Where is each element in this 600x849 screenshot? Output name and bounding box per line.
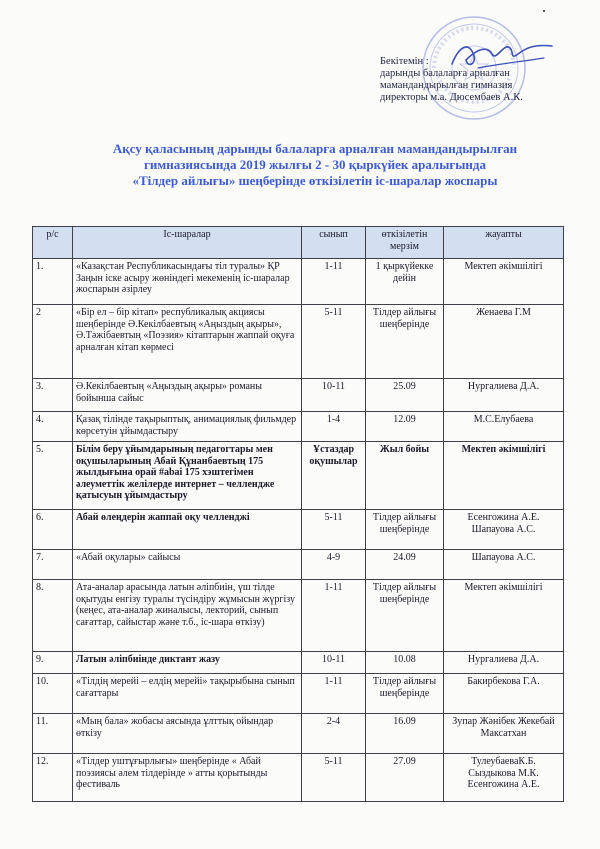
col-header-number: р/с	[33, 227, 73, 259]
row-responsible: Бакирбекова Г.А.	[444, 674, 564, 714]
table-row	[33, 580, 564, 652]
events-table	[32, 226, 564, 802]
row-grade: 1-11	[302, 580, 366, 652]
row-responsible: Есенгожина А.Е. Шапауова А.С.	[444, 510, 564, 550]
table-row	[33, 305, 564, 379]
document-title	[80, 141, 550, 189]
row-responsible: Шапауова А.С.	[444, 550, 564, 580]
table-row	[33, 259, 564, 305]
row-responsible: Мектеп әкімшілігі	[444, 259, 564, 305]
table-row	[33, 510, 564, 550]
row-responsible: Мектеп әкімшілігі	[444, 442, 564, 510]
row-grade: 5-11	[302, 305, 366, 379]
row-number: 12.	[33, 754, 73, 802]
row-responsible: Нургалиева Д.А.	[444, 652, 564, 674]
row-event: Білім беру ұйымдарының педагогтары мен оқушыларының Абай Құнанбаевтың 175 жылдығына орай #abai 175 хэштегімен әлеуметтік желілерде интернет – челлендже қатысуын ұйымдастыру	[73, 442, 302, 510]
row-grade: Ұстаздар оқушылар	[302, 442, 366, 510]
row-date: 1 қыркүйекке дейін	[366, 259, 444, 305]
row-event: «Казақстан Республикасындағы тіл туралы» ҚР Заңын іске асыру жөніндегі мекеменің іс-шаралар жоспарын әзірлеу	[73, 259, 302, 305]
col-header-event: Іс-шаралар	[73, 227, 302, 259]
table-row	[33, 714, 564, 754]
title-line: Ақсу қаласының дарынды балаларға арналған мамандандырылған	[112, 141, 518, 156]
row-responsible: Женаева Г.М	[444, 305, 564, 379]
row-grade: 4-9	[302, 550, 366, 580]
col-header-date: өткізілетін мерзім	[366, 227, 444, 259]
row-date: Тілдер айлығы шеңберінде	[366, 305, 444, 379]
row-date: Тілдер айлығы шеңберінде	[366, 674, 444, 714]
table-row	[33, 652, 564, 674]
row-grade: 2-4	[302, 714, 366, 754]
row-grade: 5-11	[302, 510, 366, 550]
approval-line: мамандандырылған гимназия	[380, 80, 513, 91]
row-number: 5.	[33, 442, 73, 510]
approval-line: дарынды балаларға арналған	[380, 68, 510, 79]
row-responsible: М.С.Елубаева	[444, 412, 564, 442]
approval-line: Бекітемін :	[380, 56, 429, 67]
table-header-row	[33, 227, 564, 259]
row-date: Тілдер айлығы шеңберінде	[366, 580, 444, 652]
row-event: «Тілдің мерейі – елдің мерейі» тақырыбына сынып сағаттары	[73, 674, 302, 714]
row-event: «Абай оқулары» сайысы	[73, 550, 302, 580]
row-number: 9.	[33, 652, 73, 674]
row-grade: 5-11	[302, 754, 366, 802]
row-event: Ата-аналар арасында латын әліпбиін, үш тілде оқытуды енгізу туралы түсіндіру жұмысын жүргізу (кеңес, ата-аналар жиналысы, лекторий, сынып сағаттар, сайыстар және т.б., іс-шара өткізу)	[73, 580, 302, 652]
row-number: 4.	[33, 412, 73, 442]
approval-line: директоры м.а. Дюсембаев А.К.	[380, 92, 523, 103]
row-responsible: Нургалиева Д.А.	[444, 379, 564, 412]
title-line: гимназиясында 2019 жылғы 2 - 30 қыркүйек аралығында	[144, 157, 486, 172]
row-event: Қазақ тілінде тақырыптық, анимациялық фильмдер көрсетуін ұйымдастыру	[73, 412, 302, 442]
row-number: 3.	[33, 379, 73, 412]
row-date: 10.08	[366, 652, 444, 674]
row-responsible: Мектеп әкімшілігі	[444, 580, 564, 652]
col-header-responsible: жауапты	[444, 227, 564, 259]
table-row	[33, 412, 564, 442]
table-row	[33, 674, 564, 714]
row-number: 2	[33, 305, 73, 379]
table-row	[33, 442, 564, 510]
row-event: «Тілдер уштұғырлығы» шеңберінде « Абай поэзиясы әлем тілдерінде » атты қорытынды фестиваль	[73, 754, 302, 802]
row-event: Ә.Кекілбаевтың «Аңыздың ақыры» романы бойынша сайыс	[73, 379, 302, 412]
row-grade: 10-11	[302, 379, 366, 412]
row-number: 11.	[33, 714, 73, 754]
row-event: «Мың бала» жобасы аясында ұлттық ойындар өткізу	[73, 714, 302, 754]
row-date: 16.09	[366, 714, 444, 754]
row-number: 7.	[33, 550, 73, 580]
row-grade: 1-11	[302, 674, 366, 714]
row-grade: 1-4	[302, 412, 366, 442]
row-event: Латын әліпбиінде диктант жазу	[73, 652, 302, 674]
row-grade: 1-11	[302, 259, 366, 305]
row-date: 24.09	[366, 550, 444, 580]
row-number: 1.	[33, 259, 73, 305]
row-event: Абай өлеңдерін жаппай оқу челленджі	[73, 510, 302, 550]
row-date: 12.09	[366, 412, 444, 442]
approval-block	[380, 56, 580, 104]
col-header-grade: сынып	[302, 227, 366, 259]
row-responsible: ТулеубаеваК.Б. Сыздыкова М.К. Есенгожина А.Е.	[444, 754, 564, 802]
row-date: Жыл бойы	[366, 442, 444, 510]
row-number: 8.	[33, 580, 73, 652]
row-date: 25.09	[366, 379, 444, 412]
row-date: Тілдер айлығы шеңберінде	[366, 510, 444, 550]
row-number: 6.	[33, 510, 73, 550]
table-row	[33, 550, 564, 580]
row-grade: 10-11	[302, 652, 366, 674]
row-date: 27.09	[366, 754, 444, 802]
row-number: 10.	[33, 674, 73, 714]
row-responsible: Зупар Жәнібек Жекебай Максатхан	[444, 714, 564, 754]
scan-speck	[543, 10, 545, 12]
row-event: «Бір ел – бір кітап» республикалық акциясы шеңберінде Ә.Кекілбаевтың «Аңыздың ақыры», Ә.Тәжібаевтың «Поэзия» кітаптарын жаппай оқуға арналған кітап көрмесі	[73, 305, 302, 379]
table-row	[33, 379, 564, 412]
table-row	[33, 754, 564, 802]
title-line: «Тілдер айлығы» шеңберінде өткізілетін іс-шаралар жоспары	[132, 173, 498, 188]
